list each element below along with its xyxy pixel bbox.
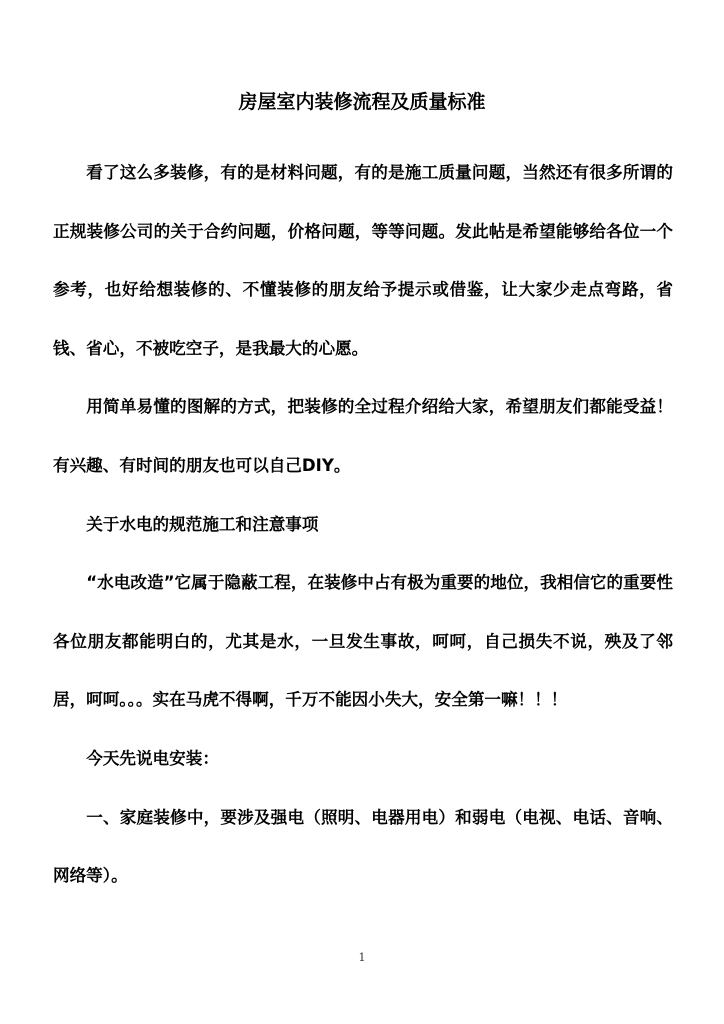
section-heading-plumbing-electrical: 关于水电的规范施工和注意事项 xyxy=(86,514,319,534)
paragraph-electrical-item-1: 一、家庭装修中，要涉及强电（照明、电器用电）和弱电（电视、电话、音响、网络等）。 xyxy=(53,807,673,886)
paragraph-electrical-intro: 今天先说电安装： xyxy=(86,748,219,768)
paragraph-purpose: 用简单易懂的图解的方式，把装修的全过程介绍给大家，希望朋友们都能受益！有兴趣、有时间的朋友也可以自己DIY。 xyxy=(53,397,673,475)
document-body xyxy=(53,144,673,906)
paragraph-plumbing-electrical: “水电改造”它属于隐蔽工程，在装修中占有极为重要的地位，我相信它的重要性各位朋友都能明白的，尤其是水，一旦发生事故，呵呵，自己损失不说，殃及了邻居，呵呵。。。实在马虎不得啊，千万不能因小失大，安全第一嘛！！！ xyxy=(53,573,673,710)
paragraph-intro: 看了这么多装修，有的是材料问题，有的是施工质量问题，当然还有很多所谓的正规装修公司的关于合约问题，价格问题，等等问题。发此帖是希望能够给各位一个参考，也好给想装修的、不懂装修的朋友给予提示或借鉴，让大家少走点弯路，省钱、省心，不被吃空子，是我最大的心愿。 xyxy=(53,163,673,358)
page-number: 1 xyxy=(358,951,366,964)
document-title: 房屋室内装修流程及质量标准 xyxy=(238,91,486,113)
